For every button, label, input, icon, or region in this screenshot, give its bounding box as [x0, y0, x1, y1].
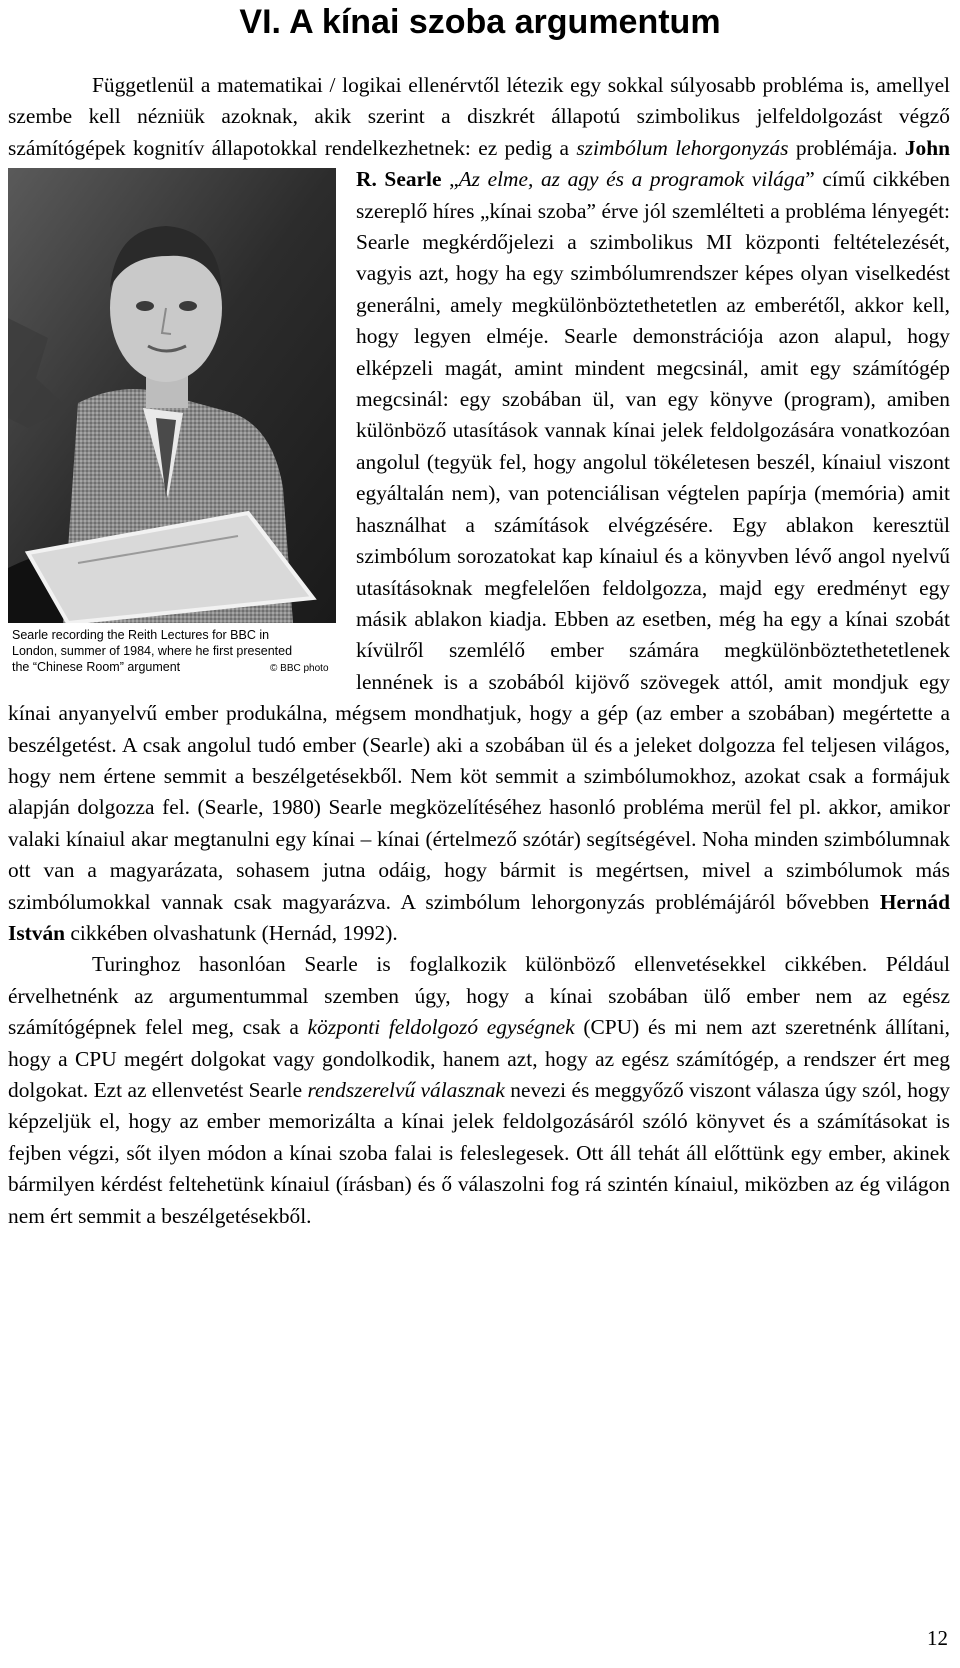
- italic-term: központi feldolgozó egységnek: [307, 1015, 575, 1040]
- text-run: Függetlenül a matematikai / logikai ellenérvtől létezik egy sokkal súlyosabb probléma is, amellyel szembe kell nézniük azoknak, akik szerint a diszkrét állapotú szimbolikus jelfeldolgozást végző számítógépek kognitív állapotokkal rendelkezhetnek: ez pedig a: [8, 73, 950, 160]
- italic-term: rendszerelvű válasznak: [307, 1078, 505, 1102]
- photo-caption-line-3: the “Chinese Room” argument: [12, 660, 181, 675]
- photo-figure: [8, 168, 336, 676]
- page-number: 12: [927, 1626, 948, 1650]
- bold-name: Hernád István: [8, 889, 950, 945]
- text-run: nevezi és meggyőző viszont válasza úgy szól, hogy képzeljük el, hogy az ember memorizálta a kínai jelek feldolgozásáról szóló könyvet és a számításokat is fejben végzi, sőt ilyen módon a kínai szoba falai is feleslegesek. Ott áll tehát áll előttünk egy ember, akinek bármilyen kérdést feltehetünk kínaiul (írásban) és ő válaszolni fog rá szintén kínaiul, miközben az ég világon nem ért semmit a beszélgetésekből.: [8, 1078, 950, 1228]
- text-run: „: [441, 167, 459, 192]
- paragraph-2: [8, 949, 950, 1232]
- paragraph-1: [8, 70, 950, 949]
- text-run: Turinghoz hasonlóan Searle is foglalkozik különböző ellenvetésekkel cikkében. Például érvelhetnénk az argumentummal szemben úgy, hogy a kínai szobában ülő ember nem az egész számítógépnek felel meg, csak a: [8, 952, 950, 1040]
- photo-credit: © BBC photo: [270, 663, 329, 675]
- text-run: (CPU) és mi nem azt szeretnénk állítani, hogy a CPU megért dolgokat vagy gondolkodik, hanem azt, hogy az egész számítógép, a rendszer ért meg dolgokat. Ezt az ellenvetést Searle: [8, 1015, 951, 1102]
- text-run: problémája.: [788, 135, 905, 160]
- italic-term: szimbólum lehorgonyzás: [576, 135, 789, 160]
- body-text: [8, 70, 950, 1232]
- photo-caption-line-1: Searle recording the Reith Lectures for BBC in: [12, 628, 270, 643]
- searle-photo: [8, 168, 336, 676]
- bold-name: John R. Searle: [356, 135, 950, 192]
- photo-caption-line-2: London, summer of 1984, where he first presented: [12, 644, 293, 659]
- text-run: cikkében olvashatunk (Hernád, 1992).: [65, 920, 398, 945]
- page-title: VI. A kínai szoba argumentum: [239, 3, 721, 41]
- text-run: ” című cikkében szereplő híres „kínai szoba” érve jól szemlélteti a probléma lényegét: Searle megkérdőjelezi a szimbolikus MI központi feltételezését, vagyis azt, hogy ha egy szimbólumrendszer képes olyan viselkedést generálni, amely megkülönböztethetetlen az emberétől, akkor kell, hogy legyen elméje. Searle demonstrációja azon alapul, hogy elképzeli magát, amint mindent megcsinál, amit egy számítógép megcsinál: egy szobában ül, van egy könyve (program), amiben különböző utasítások vannak kínai jelek feldolgozására vonatkozóan angolul (tegyük fel, hogy angolul tökéletesen beszél, kínaiul viszont egyáltalán nem), van potenciálisan végtelen papírja (memória) amit használhat a számítások elvégzésére. Egy ablakon keresztül szimbólum sorozatokat kap kínaiul és a könyvben lévő angol nyelvű utasításoknak megfelelően feldolgozza, majd egy eredményt egy másik ablakon kiadja. Ebben az esetben, még ha egy a kínai szobát kívülről szemlélő ember számára megkülönböztethetetlenek lennének is a szobából kijövő szövegek attól, amit mondjuk egy kínai anyanyelvű ember produkálna, mégsem mondhatjuk, hogy a gép (az ember a szobában) megértette a beszélgetést. A csak angolul tudó ember (Searle) aki a szobában ül és a jeleket dolgozza fel teljesen világos, hogy nem értene semmit a beszélgetésekből. Nem köt semmit a szimbólumokhoz, azokat csak a formájuk alapján dolgozza fel. (Searle, 1980) Searle megközelítéséhez hasonló probléma merül fel pl. akkor, amikor valaki kínaiul akar megtanulni egy kínai – kínai (értelmező szótár) segítségével. Noha minden szimbólumnak ott van a magyarázata, sohasem jutna odáig, hogy bármit is megértsen, mivel a szimbólumok más szimbólumokkal vannak csak magyarázva. A szimbólum lehorgonyzás problémájáról bővebben: [8, 167, 950, 914]
- italic-title: Az elme, az agy és a programok világa: [458, 167, 806, 192]
